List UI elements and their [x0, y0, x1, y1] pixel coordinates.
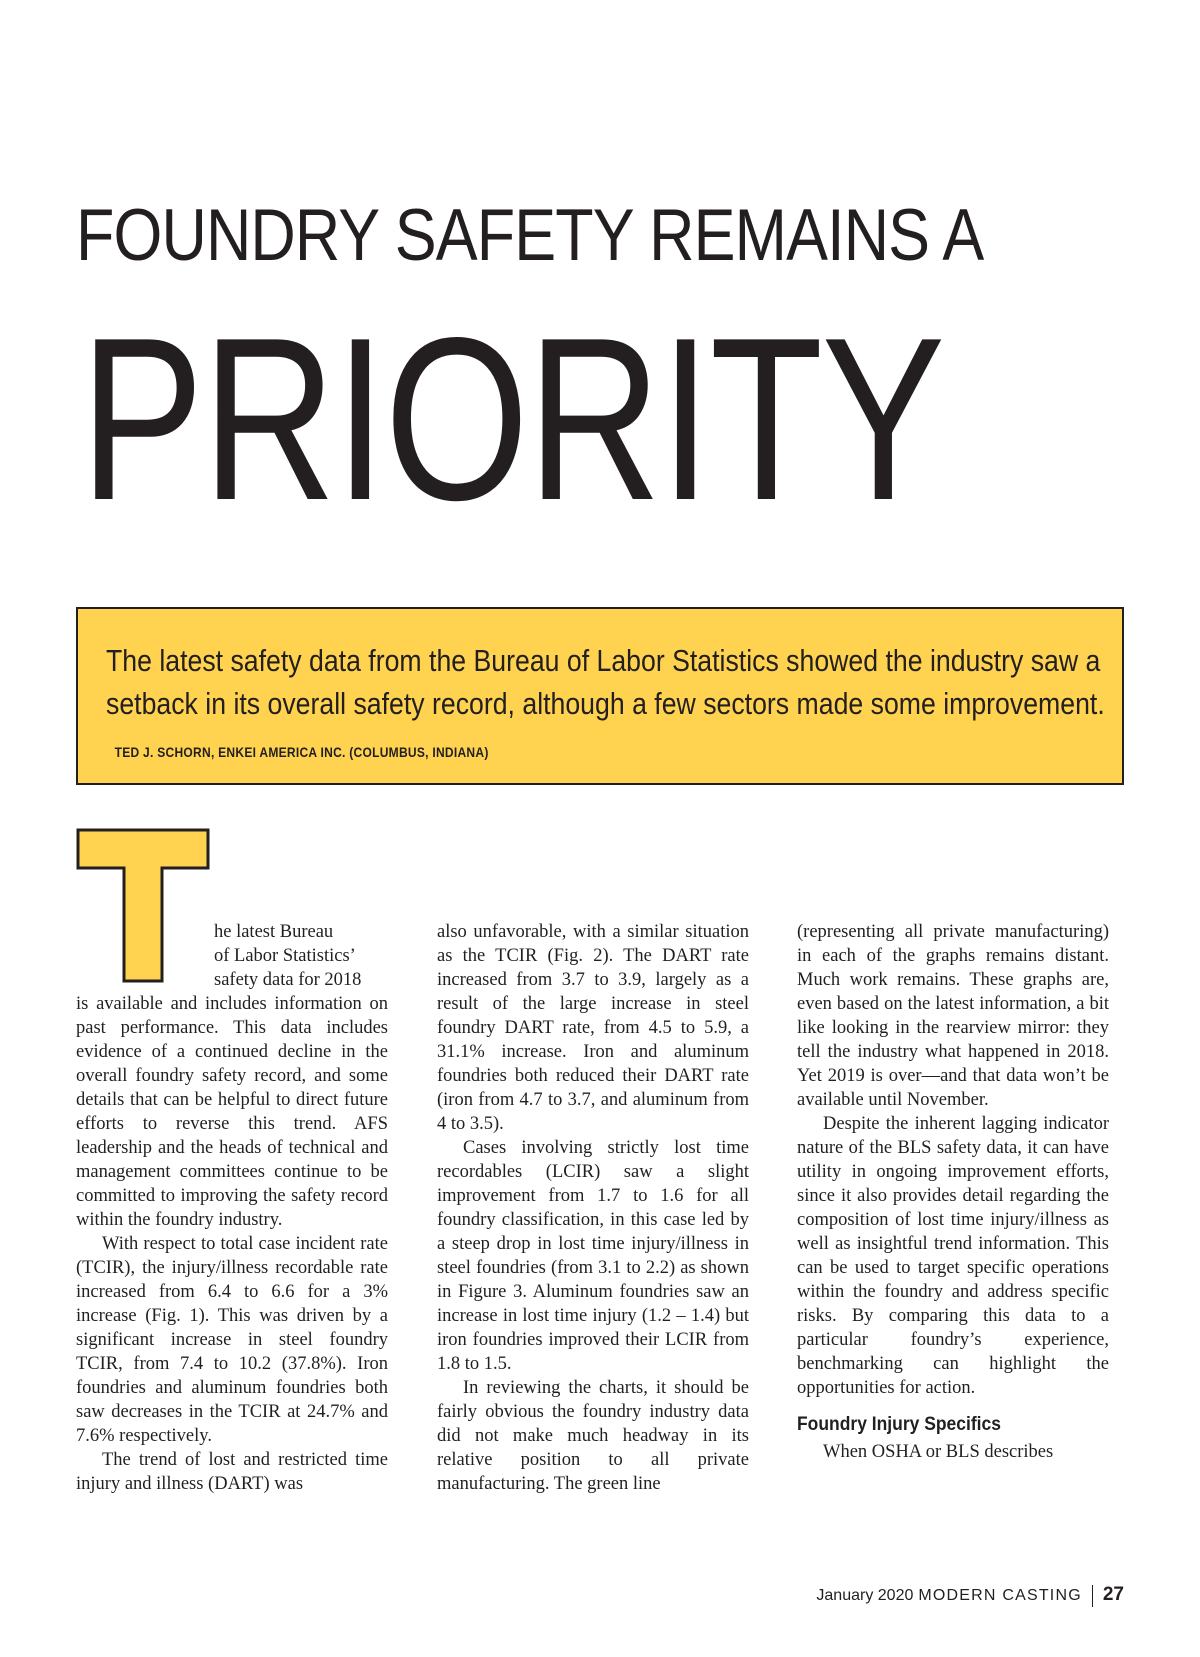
body-column-2: [437, 920, 749, 1496]
body-column-3: [797, 920, 1109, 1464]
issue-date: January 2020: [816, 1587, 914, 1605]
paragraph: With respect to total case incident rate (TCIR), the injury/illness recordable rate increased from 6.4 to 6.6 for a 3% increase (Fig. 1). This was driven by a significant increase in steel foundry TCIR, from 7.4 to 10.2 (37.8%). Iron foundries and aluminum foundries both saw decreases in the TCIR at 24.7% and 7.6% respectively.: [76, 1234, 388, 1446]
body-column-1: [76, 920, 388, 1496]
paragraph: When OSHA or BLS describes: [823, 1442, 1054, 1462]
paragraph: Despite the inherent lagging indicator nature of the BLS safety data, it can have utility in ongoing improvement efforts, since it also provides detail regarding the composition of lost time injury/illness as well as insightful trend information. This can be used to target specific operations within the foundry and address specific risks. By comparing this data to a particular foundry’s experience, benchmarking can highlight the opportunities for action.: [797, 1114, 1109, 1398]
lead-lines: [76, 920, 388, 992]
paragraph: (representing all private manufacturing) in each of the graphs remains distant. Much work remains. These graphs are, even based on the latest information, a bit like looking in the rearview mirror: they tell the industry what happened in 2018. Yet 2019 is over—and that data won’t be available until November.: [797, 922, 1109, 1110]
headline-line-2: PRIORITY: [80, 290, 944, 549]
deck-box: [76, 607, 1124, 785]
headline-line-1: FOUNDRY SAFETY REMAINS A: [76, 195, 984, 276]
byline: TED J. SCHORN, ENKEI AMERICA INC. (COLUMBUS, INDIANA): [114, 744, 489, 760]
paragraph: In reviewing the charts, it should be fairly obvious the foundry industry data did not make much headway in its relative position to all private manufacturing. The green line: [437, 1378, 749, 1494]
paragraph: Cases involving strictly lost time recordables (LCIR) saw a slight improvement from 1.7 to 1.6 for all foundry classification, in this case led by a steep drop in lost time injury/illness in steel foundries (from 3.1 to 2.2) as shown in Figure 3. Aluminum foundries saw an increase in lost time injury (1.2 – 1.4) but iron foundries improved their LCIR from 1.8 to 1.5.: [437, 1138, 749, 1374]
footer-divider: [1092, 1585, 1093, 1607]
deck-text-block: [106, 639, 1112, 774]
paragraph: The trend of lost and restricted time injury and illness (DART) was: [76, 1450, 388, 1494]
page-footer: [816, 1585, 1124, 1607]
lead-line: he latest Bureau: [214, 922, 334, 942]
page-number: 27: [1102, 1584, 1124, 1606]
lead-line: safety data for 2018: [214, 970, 362, 990]
paragraph: also unfavorable, with a similar situation as the TCIR (Fig. 2). The DART rate increased from 3.7 to 3.9, largely as a result of the large increase in steel foundry DART rate, from 4.5 to 5.9, a 31.1% increase. Iron and aluminum foundries both reduced their DART rate (iron from 4.7 to 3.7, and aluminum from 4 to 3.5).: [437, 922, 749, 1134]
lead-line: of Labor Statistics’: [214, 946, 356, 966]
deck-text: The latest safety data from the Bureau of Labor Statistics showed the industry saw a setback in its overall safety record, although a few sectors made some improvement.: [106, 643, 1105, 721]
paragraph: is available and includes information on past performance. This data includes evidence of a continued decline in the overall foundry safety record, and some details that can be helpful to direct future efforts to reverse this trend. AFS leadership and the heads of technical and management committees continue to be committed to improving the safety record within the foundry industry.: [76, 994, 388, 1230]
section-subhead: Foundry Injury Specifics: [797, 1414, 1001, 1435]
magazine-name: MODERN CASTING: [918, 1587, 1082, 1605]
